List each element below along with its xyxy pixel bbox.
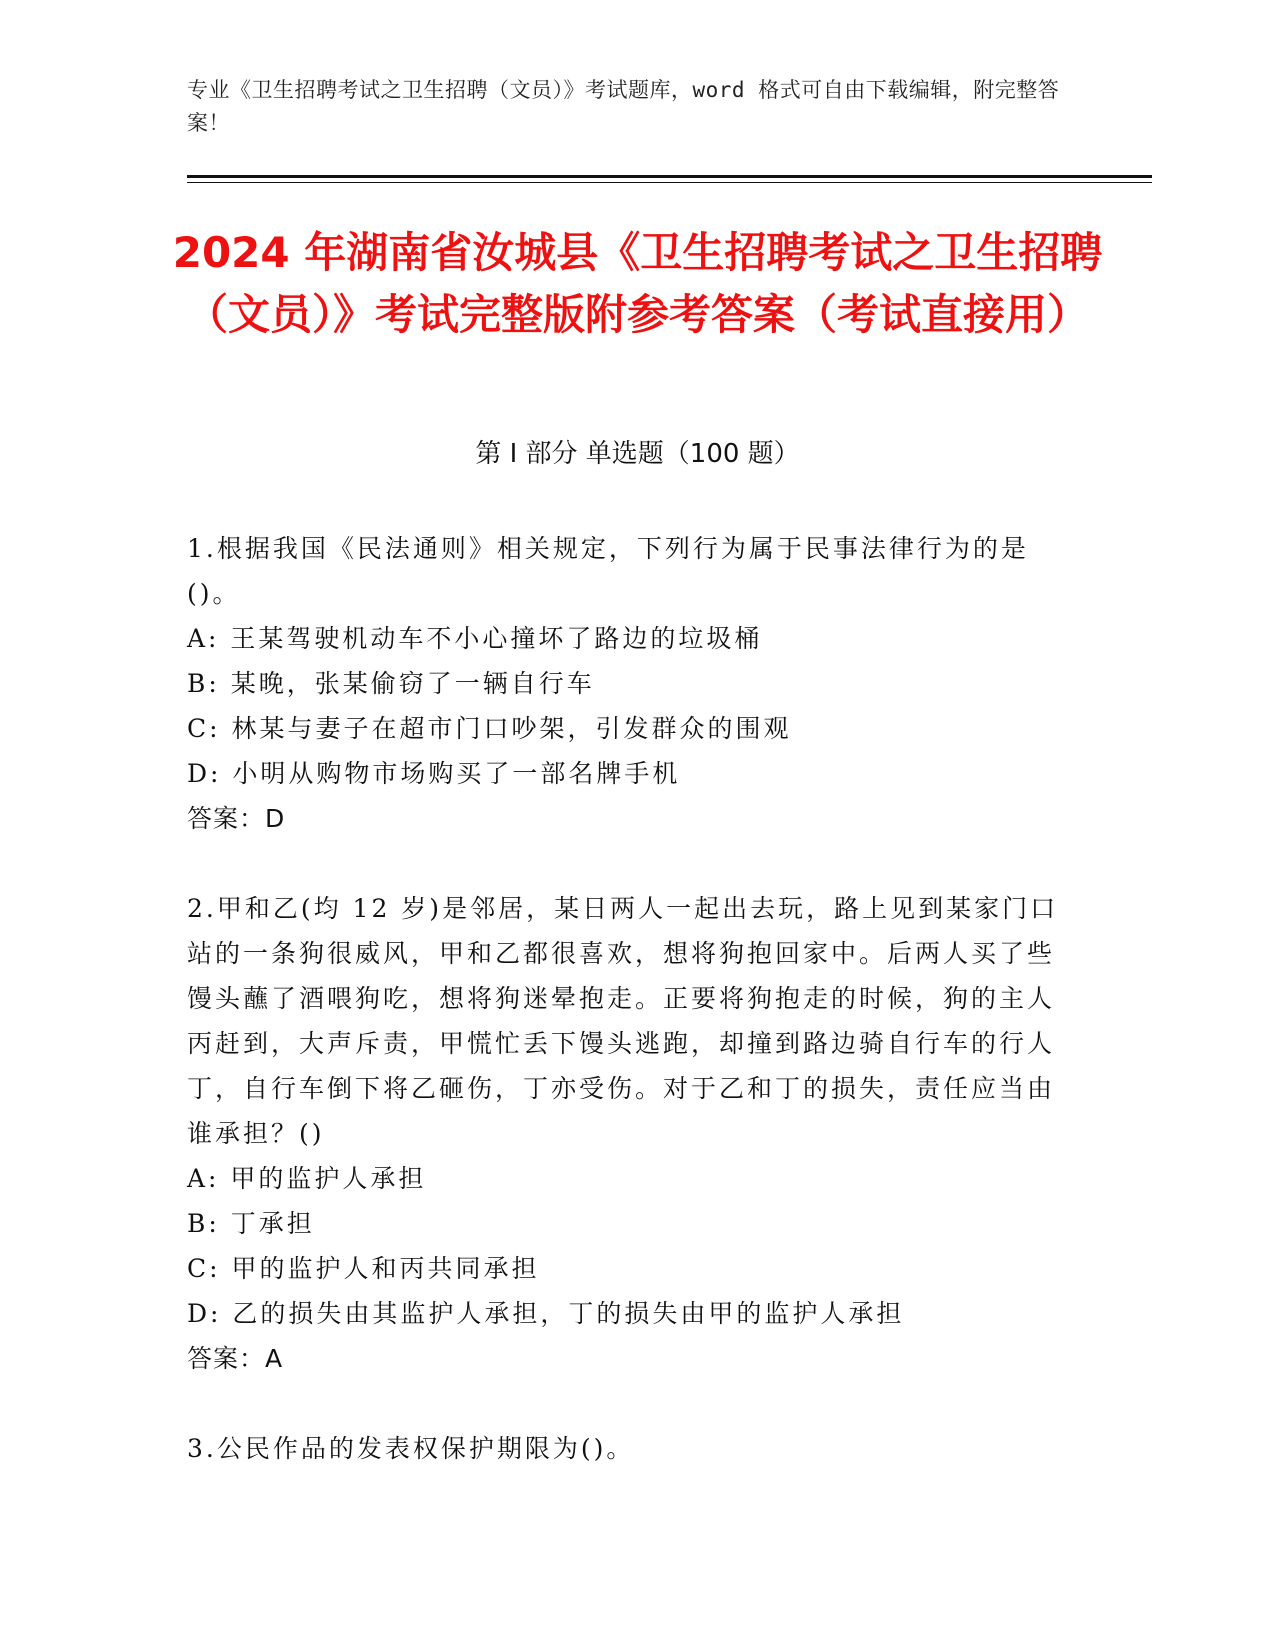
section-heading: 第 I 部分 单选题（100 题） xyxy=(475,439,800,469)
question-spacer xyxy=(187,841,1067,886)
option-d: D: 小明从购物市场购买了一部名牌手机 xyxy=(187,759,681,788)
option-d: D: 乙的损失由其监护人承担，丁的损失由甲的监护人承担 xyxy=(187,1299,905,1328)
document-title: 2024 年湖南省汝城县《卫生招聘考试之卫生招聘（文员）》考试完整版附参考答案（考试直接用） xyxy=(172,228,1103,339)
question-stem: 2.甲和乙(均 12 岁)是邻居，某日两人一起出去玩，路上见到某家门口站的一条狗很威风，甲和乙都很喜欢，想将狗抱回家中。后两人买了些馒头蘸了酒喂狗吃，想将狗迷晕抱走。正要将狗抱走的时候，狗的主人丙赶到，大声斥责，甲慌忙丢下馒头逃跑，却撞到路边骑自行车的行人丁，自行车倒下将乙砸伤，丁亦受伤。对于乙和丁的损失，责任应当由谁承担？() xyxy=(187,894,1059,1148)
answer-line: 答案：A xyxy=(187,1344,284,1373)
option-b: B: 某晚，张某偷窃了一辆自行车 xyxy=(187,669,595,698)
header-divider-thick xyxy=(187,175,1152,178)
question-spacer xyxy=(187,1381,1067,1426)
option-c: C: 甲的监护人和丙共同承担 xyxy=(187,1254,540,1283)
question-1 xyxy=(187,526,1067,841)
header-divider-thin xyxy=(187,182,1152,183)
option-a: A: 王某驾驶机动车不小心撞坏了路边的垃圾桶 xyxy=(187,624,763,653)
question-2 xyxy=(187,886,1067,1381)
answer-line: 答案：D xyxy=(187,804,286,833)
option-b: B: 丁承担 xyxy=(187,1209,315,1238)
header-note: 专业《卫生招聘考试之卫生招聘（文员）》考试题库，word 格式可自由下载编辑，附完整答案！ xyxy=(187,78,1060,135)
question-stem: 1.根据我国《民法通则》相关规定，下列行为属于民事法律行为的是()。 xyxy=(187,534,1029,608)
question-stem: 3.公民作品的发表权保护期限为()。 xyxy=(187,1434,635,1463)
question-3 xyxy=(187,1426,1067,1471)
option-c: C: 林某与妻子在超市门口吵架，引发群众的围观 xyxy=(187,714,792,743)
option-a: A: 甲的监护人承担 xyxy=(187,1164,427,1193)
question-list xyxy=(187,526,1067,1471)
